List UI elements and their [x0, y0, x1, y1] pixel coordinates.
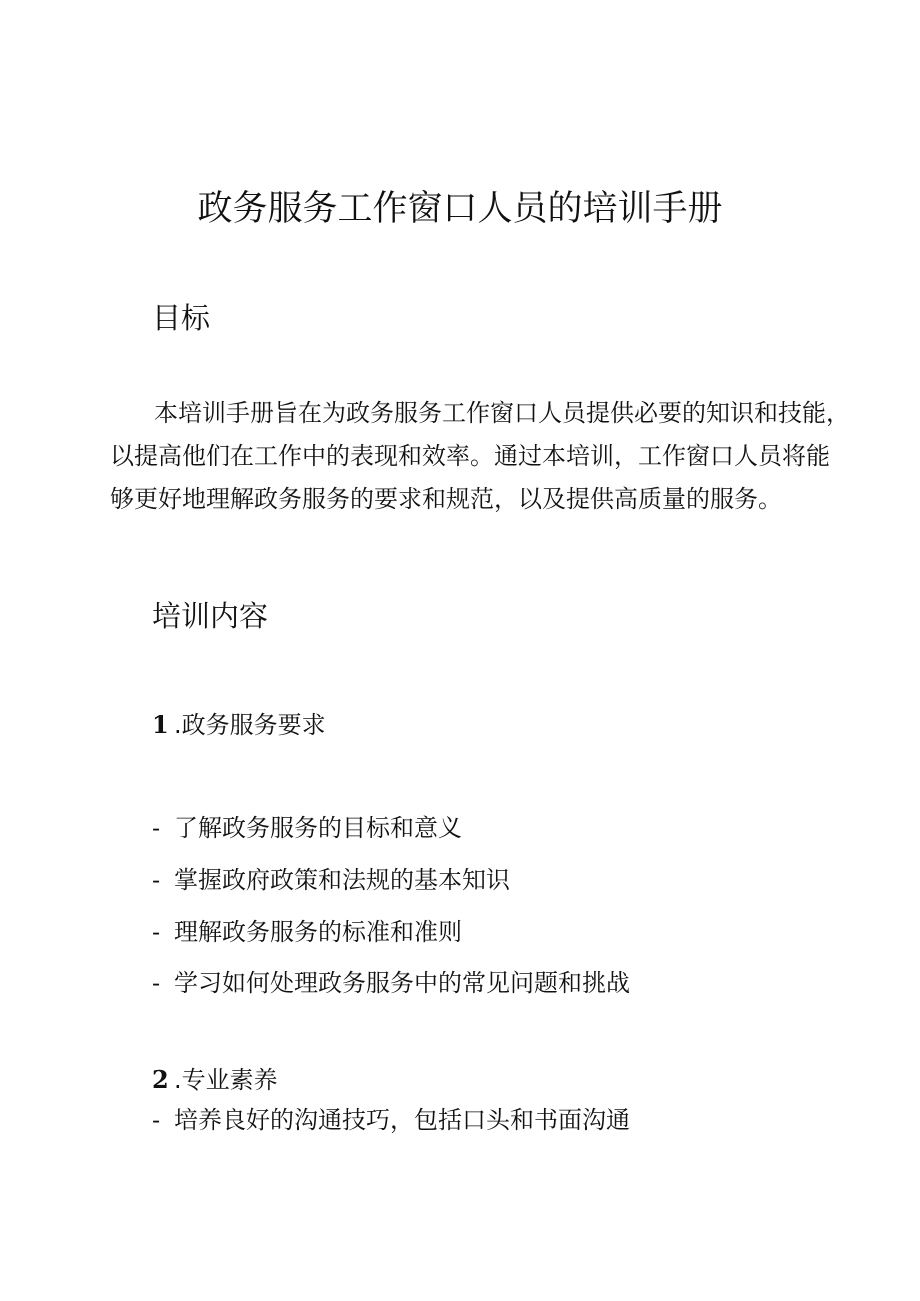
item-number: 2: [152, 1065, 169, 1094]
goal-paragraph: [110, 392, 850, 521]
list-item: [152, 912, 462, 947]
section-heading-goal: 目标: [152, 301, 211, 335]
item-heading-2: [152, 1063, 278, 1097]
bullet-text: 理解政务服务的标准和准则: [174, 918, 462, 946]
bullet-text: 掌握政府政策和法规的基本知识: [174, 866, 510, 894]
bullet-dash: -: [152, 1106, 161, 1134]
paragraph-line: 够更好地理解政务服务的要求和规范，以及提供高质量的服务。: [110, 485, 782, 513]
section-heading-content: 培训内容: [152, 599, 269, 633]
bullet-dash: -: [152, 814, 161, 842]
item-title: .政务服务要求: [174, 711, 326, 739]
list-item: [152, 1100, 630, 1135]
bullet-dash: -: [152, 866, 161, 894]
paragraph-line: 本培训手册旨在为政务服务工作窗口人员提供必要的知识和技能，: [154, 399, 850, 427]
item-title: .专业素养: [174, 1066, 278, 1094]
paragraph-line: 以提高他们在工作中的表现和效率。通过本培训，工作窗口人员将能: [110, 442, 830, 470]
bullet-text: 了解政务服务的目标和意义: [174, 814, 462, 842]
item-number: 1: [152, 710, 169, 739]
item-heading-1: [152, 708, 326, 742]
bullet-text: 培养良好的沟通技巧，包括口头和书面沟通: [174, 1106, 630, 1134]
list-item: [152, 808, 462, 843]
bullet-dash: -: [152, 918, 161, 946]
document-title: 政务服务工作窗口人员的培训手册: [197, 189, 723, 229]
bullet-dash: -: [152, 969, 161, 997]
list-item: [152, 963, 630, 998]
list-item: [152, 860, 510, 895]
bullet-text: 学习如何处理政务服务中的常见问题和挑战: [174, 969, 630, 997]
